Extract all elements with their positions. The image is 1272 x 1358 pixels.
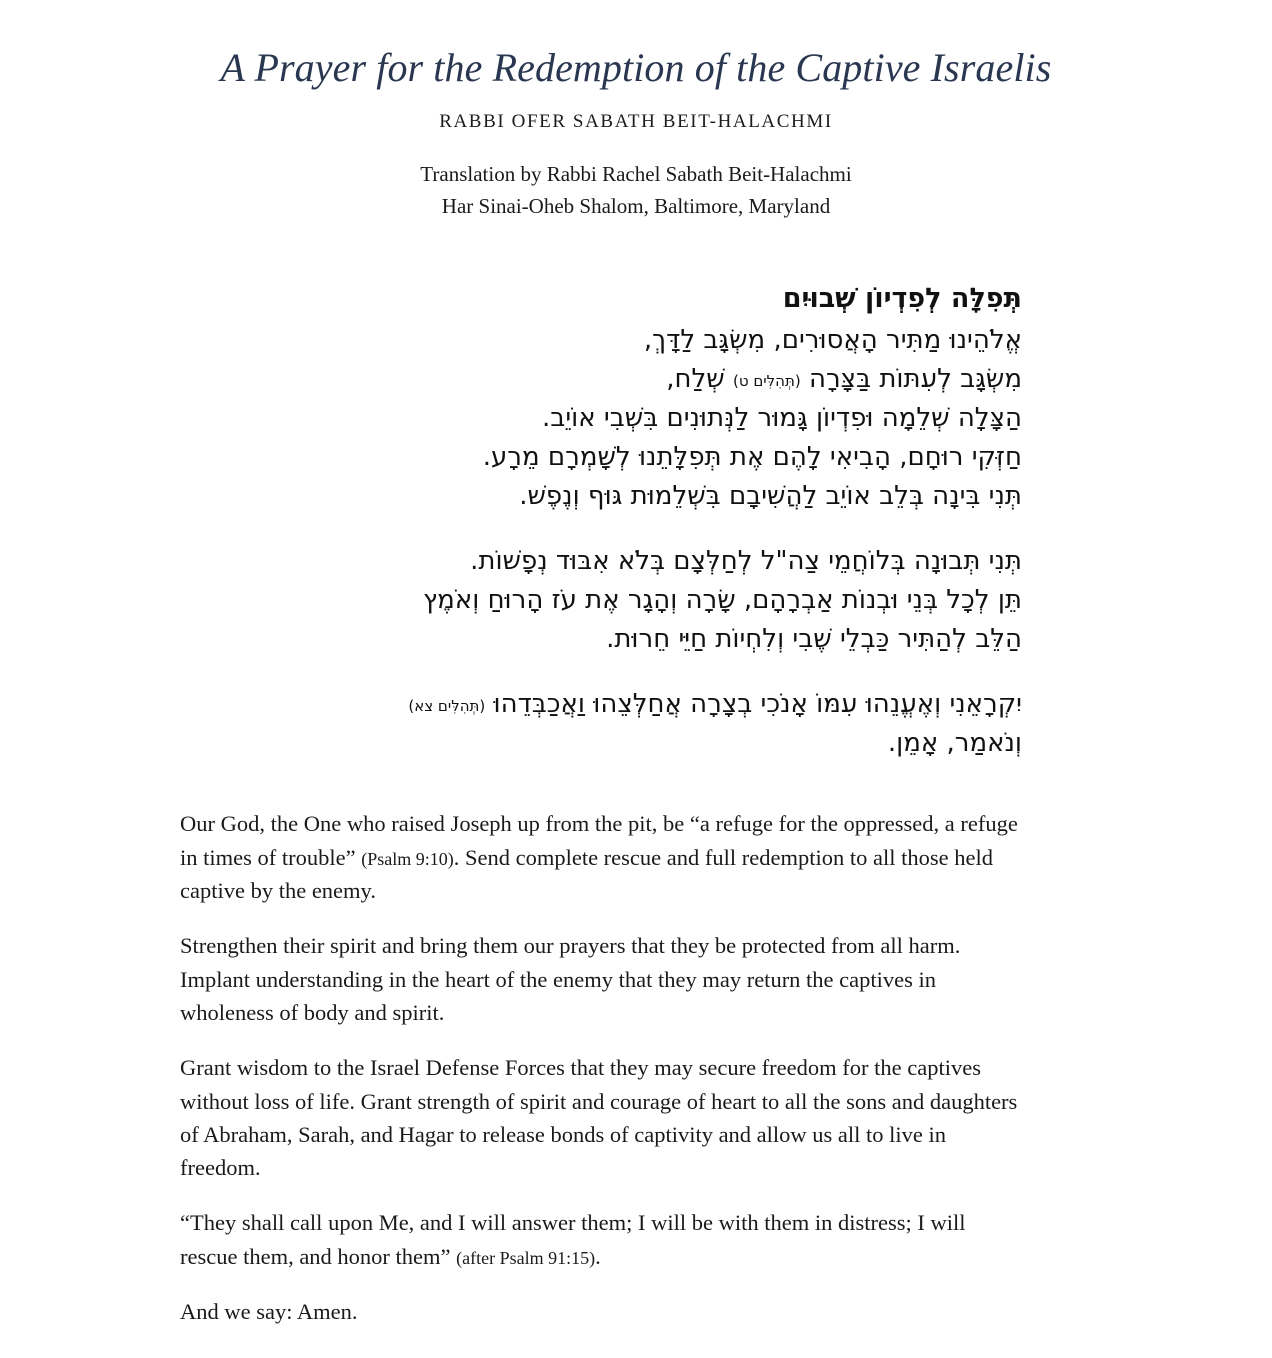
scripture-citation: (after Psalm 91:15) [456,1247,596,1268]
hebrew-line: יִקְרָאֵנִי וְאֶעֱנֵהוּ עִמּוֹ אָנֹכִי בְצָרָה אֲחַלְּצֵהוּ וַאֲכַבְּדֵהוּ (תְּהִלִּים צא) [408,689,1022,720]
hebrew-line: תְּנִי תְּבוּנָה בְּלוֹחֲמֵי צַה"ל לְחַלְּצָם בְּלֹא אִבּוּד נְפָשׁוֹת. [470,546,1022,577]
english-paragraph [180,1206,1022,1273]
hebrew-source-citation: (תְּהִלִּים צא) [408,697,486,716]
credit-line-congregation: Har Sinai-Oheb Shalom, Baltimore, Maryland [441,194,831,219]
hebrew-line: הַלֵּב לְהַתִּיר כַּבְלֵי שֶׁבִי וְלִחְיוֹת חַיֵּי חֵרוּת. [606,624,1022,655]
hebrew-stanza [0,321,1022,516]
document-header [0,0,1272,223]
hebrew-line: אֱלֹהֵינוּ מַתִּיר הָאֲסוּרִים, מִשְׂגָּב לַדָּךְ, [643,325,1022,356]
paragraph-text: Strengthen their spirit and bring them our prayers that they be protected from all harm. Implant understanding in the heart of the enemy that they may return the captives in wholeness of body and spirit. [180,933,961,1025]
hebrew-line: הַצָּלָה שְׁלֵמָה וּפִדְיוֹן גָּמוּר לַנְּתוּנִים בִּשְׁבִי אוֹיֵב. [542,403,1022,434]
hebrew-line: וְנֹאמַר, אָמֵן. [887,728,1022,759]
english-paragraph [180,1051,1022,1184]
paragraph-text-continued: . Send complete rescue and full redemption to all those held captive by the enemy. [180,844,993,904]
hebrew-stanza [0,685,1022,763]
paragraph-text: And we say: Amen. [180,1299,358,1324]
paragraph-text: “They shall call upon Me, and I will answer them; I will be with them in distress; I will rescue them, and honor them” [180,1210,966,1269]
hebrew-stanza [0,542,1022,659]
scripture-citation: (Psalm 9:10) [361,848,454,869]
paragraph-text: Grant wisdom to the Israel Defense Forces that they may secure freedom for the captives without loss of life. Grant strength of spirit and courage of heart to all the sons and daughters of Abraham, Sarah, and Hagar to release bonds of captivity and allow us all to live in freedom. [180,1055,1018,1181]
paragraph-text: Our God, the One who raised Joseph up from the pit, be “a refuge for the oppressed, a refuge in times of trouble” [180,811,1018,870]
hebrew-line: תֵּן לְכָל בְּנֵי וּבְנוֹת אַבְרָהָם, שָׂרָה וְהָגָר אֶת עֹז הָרוּחַ וְאֹמֶץ [423,585,1022,616]
english-paragraph [180,807,1022,907]
english-translation-section [0,807,1272,1328]
hebrew-line: מִשְׂגָּב לְעִתּוֹת בַּצָּרָה (תְּהִלִּים ט) שְׁלַח, [666,364,1022,395]
hebrew-heading: תְּפִלָּה לְפִדְיוֹן שְׁבוּיִם [782,283,1022,314]
hebrew-source-citation: (תְּהִלִּים ט) [732,372,801,391]
english-paragraph [180,1295,1022,1328]
author-byline: RABBI OFER SABATH BEIT-HALACHMI [439,111,833,133]
credit-line-translator: Translation by Rabbi Rachel Sabath Beit-Halachmi [420,162,852,187]
hebrew-stanza-list [0,321,1022,763]
translation-credit [0,159,1272,223]
paragraph-text-continued: . [595,1243,601,1269]
english-paragraph [180,929,1022,1029]
english-paragraph-list [180,807,1022,1328]
hebrew-line: תְּנִי בִּינָה בְּלֵב אוֹיֵב לַהֲשִׁיבָם בִּשְׁלֵמוּת גּוּף וְנֶפֶשׁ. [519,481,1022,512]
page-title: A Prayer for the Redemption of the Captive Israelis [220,45,1052,90]
hebrew-prayer-section [0,281,1272,763]
hebrew-line: חַזְּקִי רוּחָם, הָבִיאִי לָהֶם אֶת תְּפִלָּתֵנוּ לְשָׁמְרָם מֵרָע. [482,442,1022,473]
